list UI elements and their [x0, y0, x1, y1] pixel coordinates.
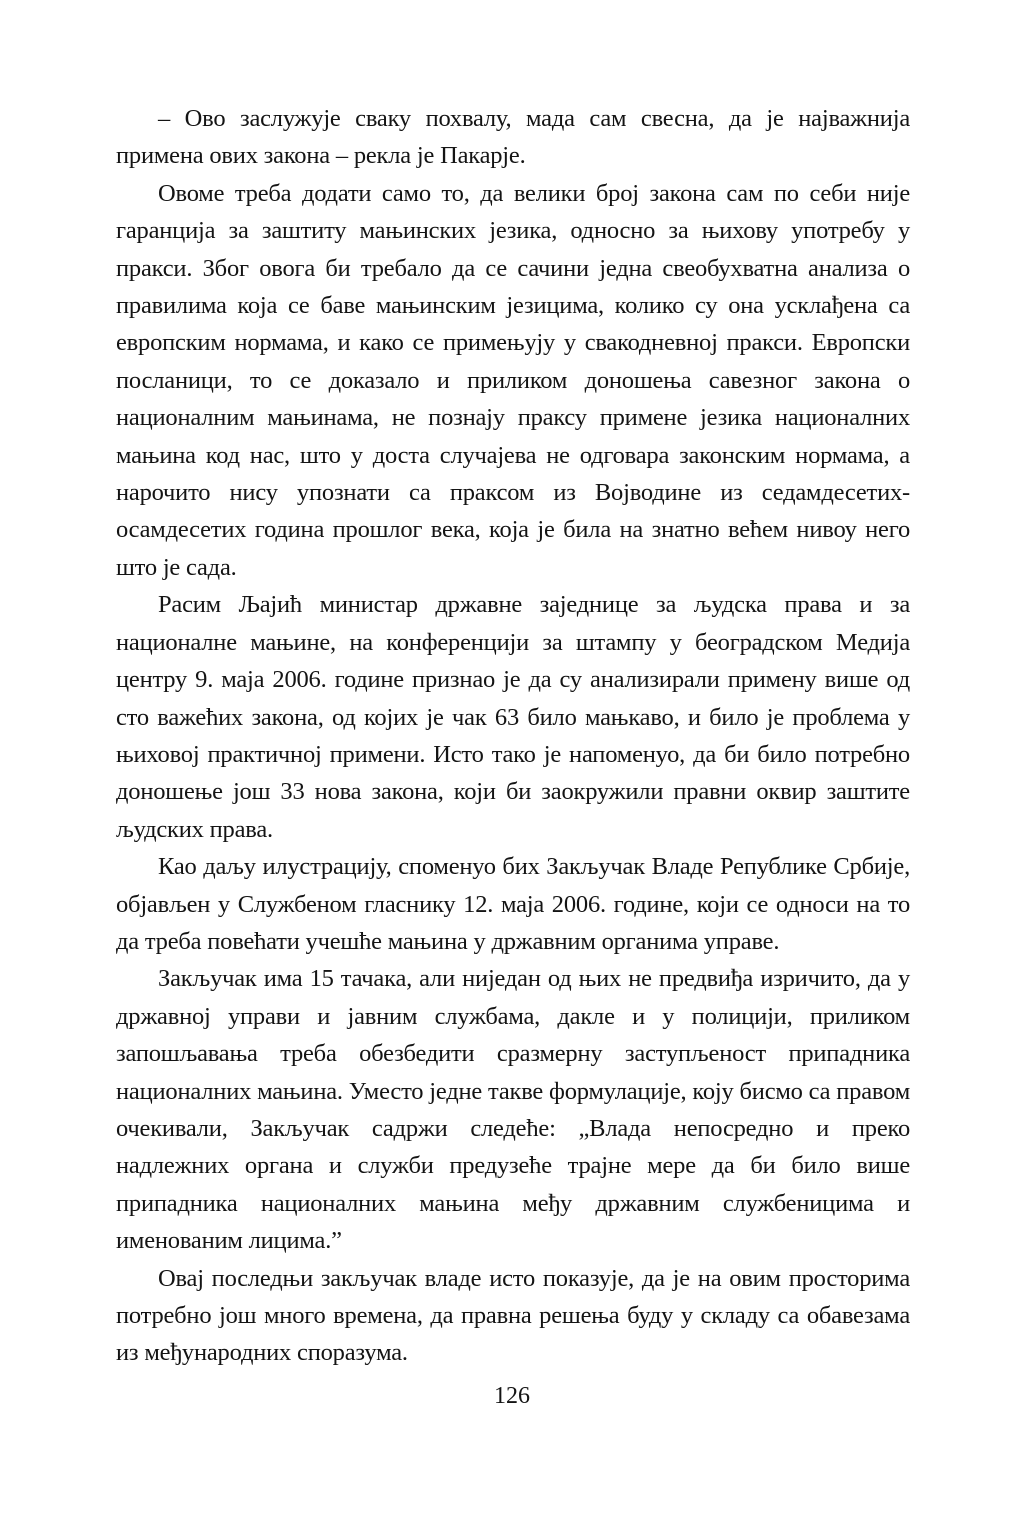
paragraph-6: Овај последњи закључак владе исто показује, да је на овим просторима потребно још много времена, да правна решења буду у складу са обавезама из међународних споразума. — [116, 1264, 910, 1367]
paragraph-1: – Ово заслужује сваку похвалу, мада сам свесна, да је најважнија примена ових закона – рекла је Пакарје. — [116, 105, 910, 170]
paragraph-4: Као даљу илустрацију, споменуо бих Закључак Владе Републике Србије, објављен у Службеном гласнику 12. маја 2006. године, који се односи на то да треба повећати учешће мањина у државним органима управе. — [116, 853, 910, 955]
page-number: 126 — [494, 1383, 530, 1409]
paragraph-5: Закључак има 15 тачака, али ниједан од њих не предвиђа изричито, да у државној управи и јавним службама, дакле и у полицији, приликом запошљавања треба обезбедити сразмерну заступљеност припадника националних мањина. Уместо једне такве формулације, коју бисмо са правом очекивали, Закључак садржи следеће: „Влада непосредно и преко надлежних органа и служби предузеће трајне мере да би било више припадника националних мањина међу државним службеницима и именованим лицима.” — [116, 965, 910, 1255]
paragraph-3: Расим Љајић министар државне заједнице за људска права и за националне мањине, на конференцији за штампу у београдском Медија центру 9. маја 2006. године признао је да су анализирали примену више од сто важећих закона, од којих је чак 63 било мањкаво, и било је проблема у њиховој практичној примени. Исто тако је напоменуо, да би било потребно доношење још 33 нова закона, који би заокружили правни оквир заштите људских права. — [116, 591, 910, 843]
body-text — [116, 100, 910, 1372]
paragraph-2: Овоме треба додати само то, да велики број закона сам по себи није гаранција за заштиту мањинских језика, односно за њихову употребу у пракси. Због овога би требало да се сачини једна свеобухватна анализа о правилима која се баве мањинским језицима, колико су она усклађена са европским нормама, и како се примењују у свакодневној пракси. Европски посланици, то се доказало и приликом доношења савезног закона о националним мањинама, не познају праксу примене језика националних мањина код нас, што у доста случајева не одговара законским нормама, а нарочито нису упознати са праксом из Војводине из седамдесетих-осамдесетих година прошлог века, која је била на знатно већем нивоу него што је сада. — [116, 179, 910, 581]
